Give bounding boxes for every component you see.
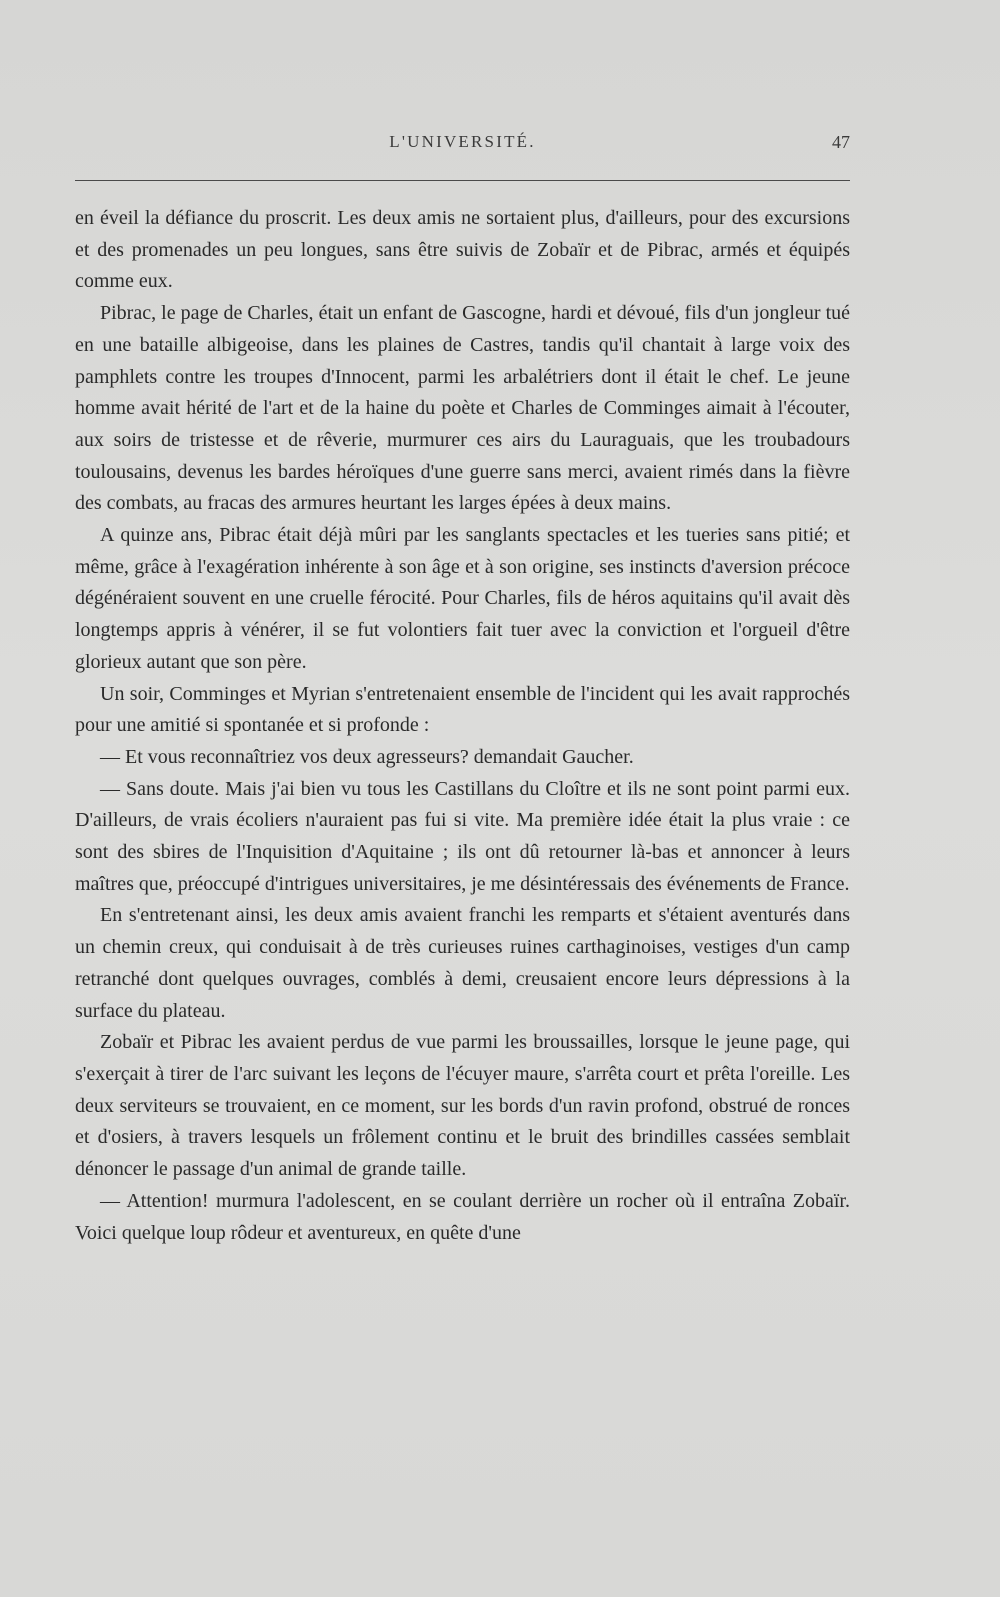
paragraph: A quinze ans, Pibrac était déjà mûri par les sanglants spectacles et les tueries sans pitié; et même, grâce à l'exagération inhérente à son âge et à son origine, ses instincts d'aversion précoce dégénéraient souvent en une cruelle férocité. Pour Charles, fils de héros aquitains qu'il avait dès longtemps appris à vénérer, il se fut volontiers fait tuer avec la conviction et l'orgueil d'être glorieux autant que son père.: [75, 524, 850, 673]
running-head: [75, 132, 850, 162]
page-number: 47: [832, 132, 850, 152]
dialogue-line: — Et vous reconnaîtriez vos deux agresseurs? demandait Gaucher.: [100, 745, 634, 768]
header-rule: [75, 180, 850, 181]
paragraph: Un soir, Comminges et Myrian s'entretenaient ensemble de l'incident qui les avait rapprochés pour une amitié si spontanée et si profonde :: [75, 682, 850, 737]
paragraph: en éveil la défiance du proscrit. Les deux amis ne sortaient plus, d'ailleurs, pour des excursions et des promenades un peu longues, sans être suivis de Zobaïr et de Pibrac, armés et équipés comme eux.: [75, 207, 850, 293]
paragraph: Pibrac, le page de Charles, était un enfant de Gascogne, hardi et dévoué, fils d'un jongleur tué en une bataille albigeoise, dans les plaines de Castres, tandis qu'il chantait à large voix des pamphlets contre les troupes d'Innocent, parmi les arbalétriers dont il était le chef. Le jeune homme avait hérité de l'art et de la haine du poète et Charles de Comminges aimait à l'écouter, aux soirs de tristesse et de rêverie, murmurer ces airs du Lauraguais, que les troubadours toulousains, devenus les bardes héroïques d'une guerre sans merci, avaient rimés dans la fièvre des combats, au fracas des armures heurtant les larges épées à deux mains.: [75, 302, 850, 515]
dialogue-line: — Sans doute. Mais j'ai bien vu tous les Castillans du Cloître et ils ne sont point parmi eux. D'ailleurs, de vrais écoliers n'auraient pas fui si vite. Ma première idée était la plus vraie : ce sont des sbires de l'Inquisition d'Aquitaine ; ils ont dû retourner là-bas et annoncer à leurs maîtres que, préoccupé d'intrigues universitaires, je me désintéressais des événements de France.: [75, 777, 850, 895]
paragraph: En s'entretenant ainsi, les deux amis avaient franchi les remparts et s'étaient aventurés dans un chemin creux, qui conduisait à de très curieuses ruines carthaginoises, vestiges d'un camp retranché dont quelques ouvrages, comblés à demi, creusaient encore leurs dépressions à la surface du plateau.: [75, 904, 850, 1022]
body-text: [75, 203, 850, 1249]
running-head-title: L'UNIVERSITÉ.: [389, 132, 536, 151]
dialogue-line: — Attention! murmura l'adolescent, en se coulant derrière un rocher où il entraîna Zobaïr. Voici quelque loup rôdeur et aventureux, en quête d'une: [75, 1189, 850, 1244]
paragraph: Zobaïr et Pibrac les avaient perdus de vue parmi les broussailles, lorsque le jeune page, qui s'exerçait à tirer de l'arc suivant les leçons de l'écuyer maure, s'arrêta court et prêta l'oreille. Les deux serviteurs se trouvaient, en ce moment, sur les bords d'un ravin profond, obstrué de ronces et d'osiers, à travers lesquels un frôlement continu et le bruit des brindilles cassées semblait dénoncer le passage d'un animal de grande taille.: [75, 1031, 850, 1181]
